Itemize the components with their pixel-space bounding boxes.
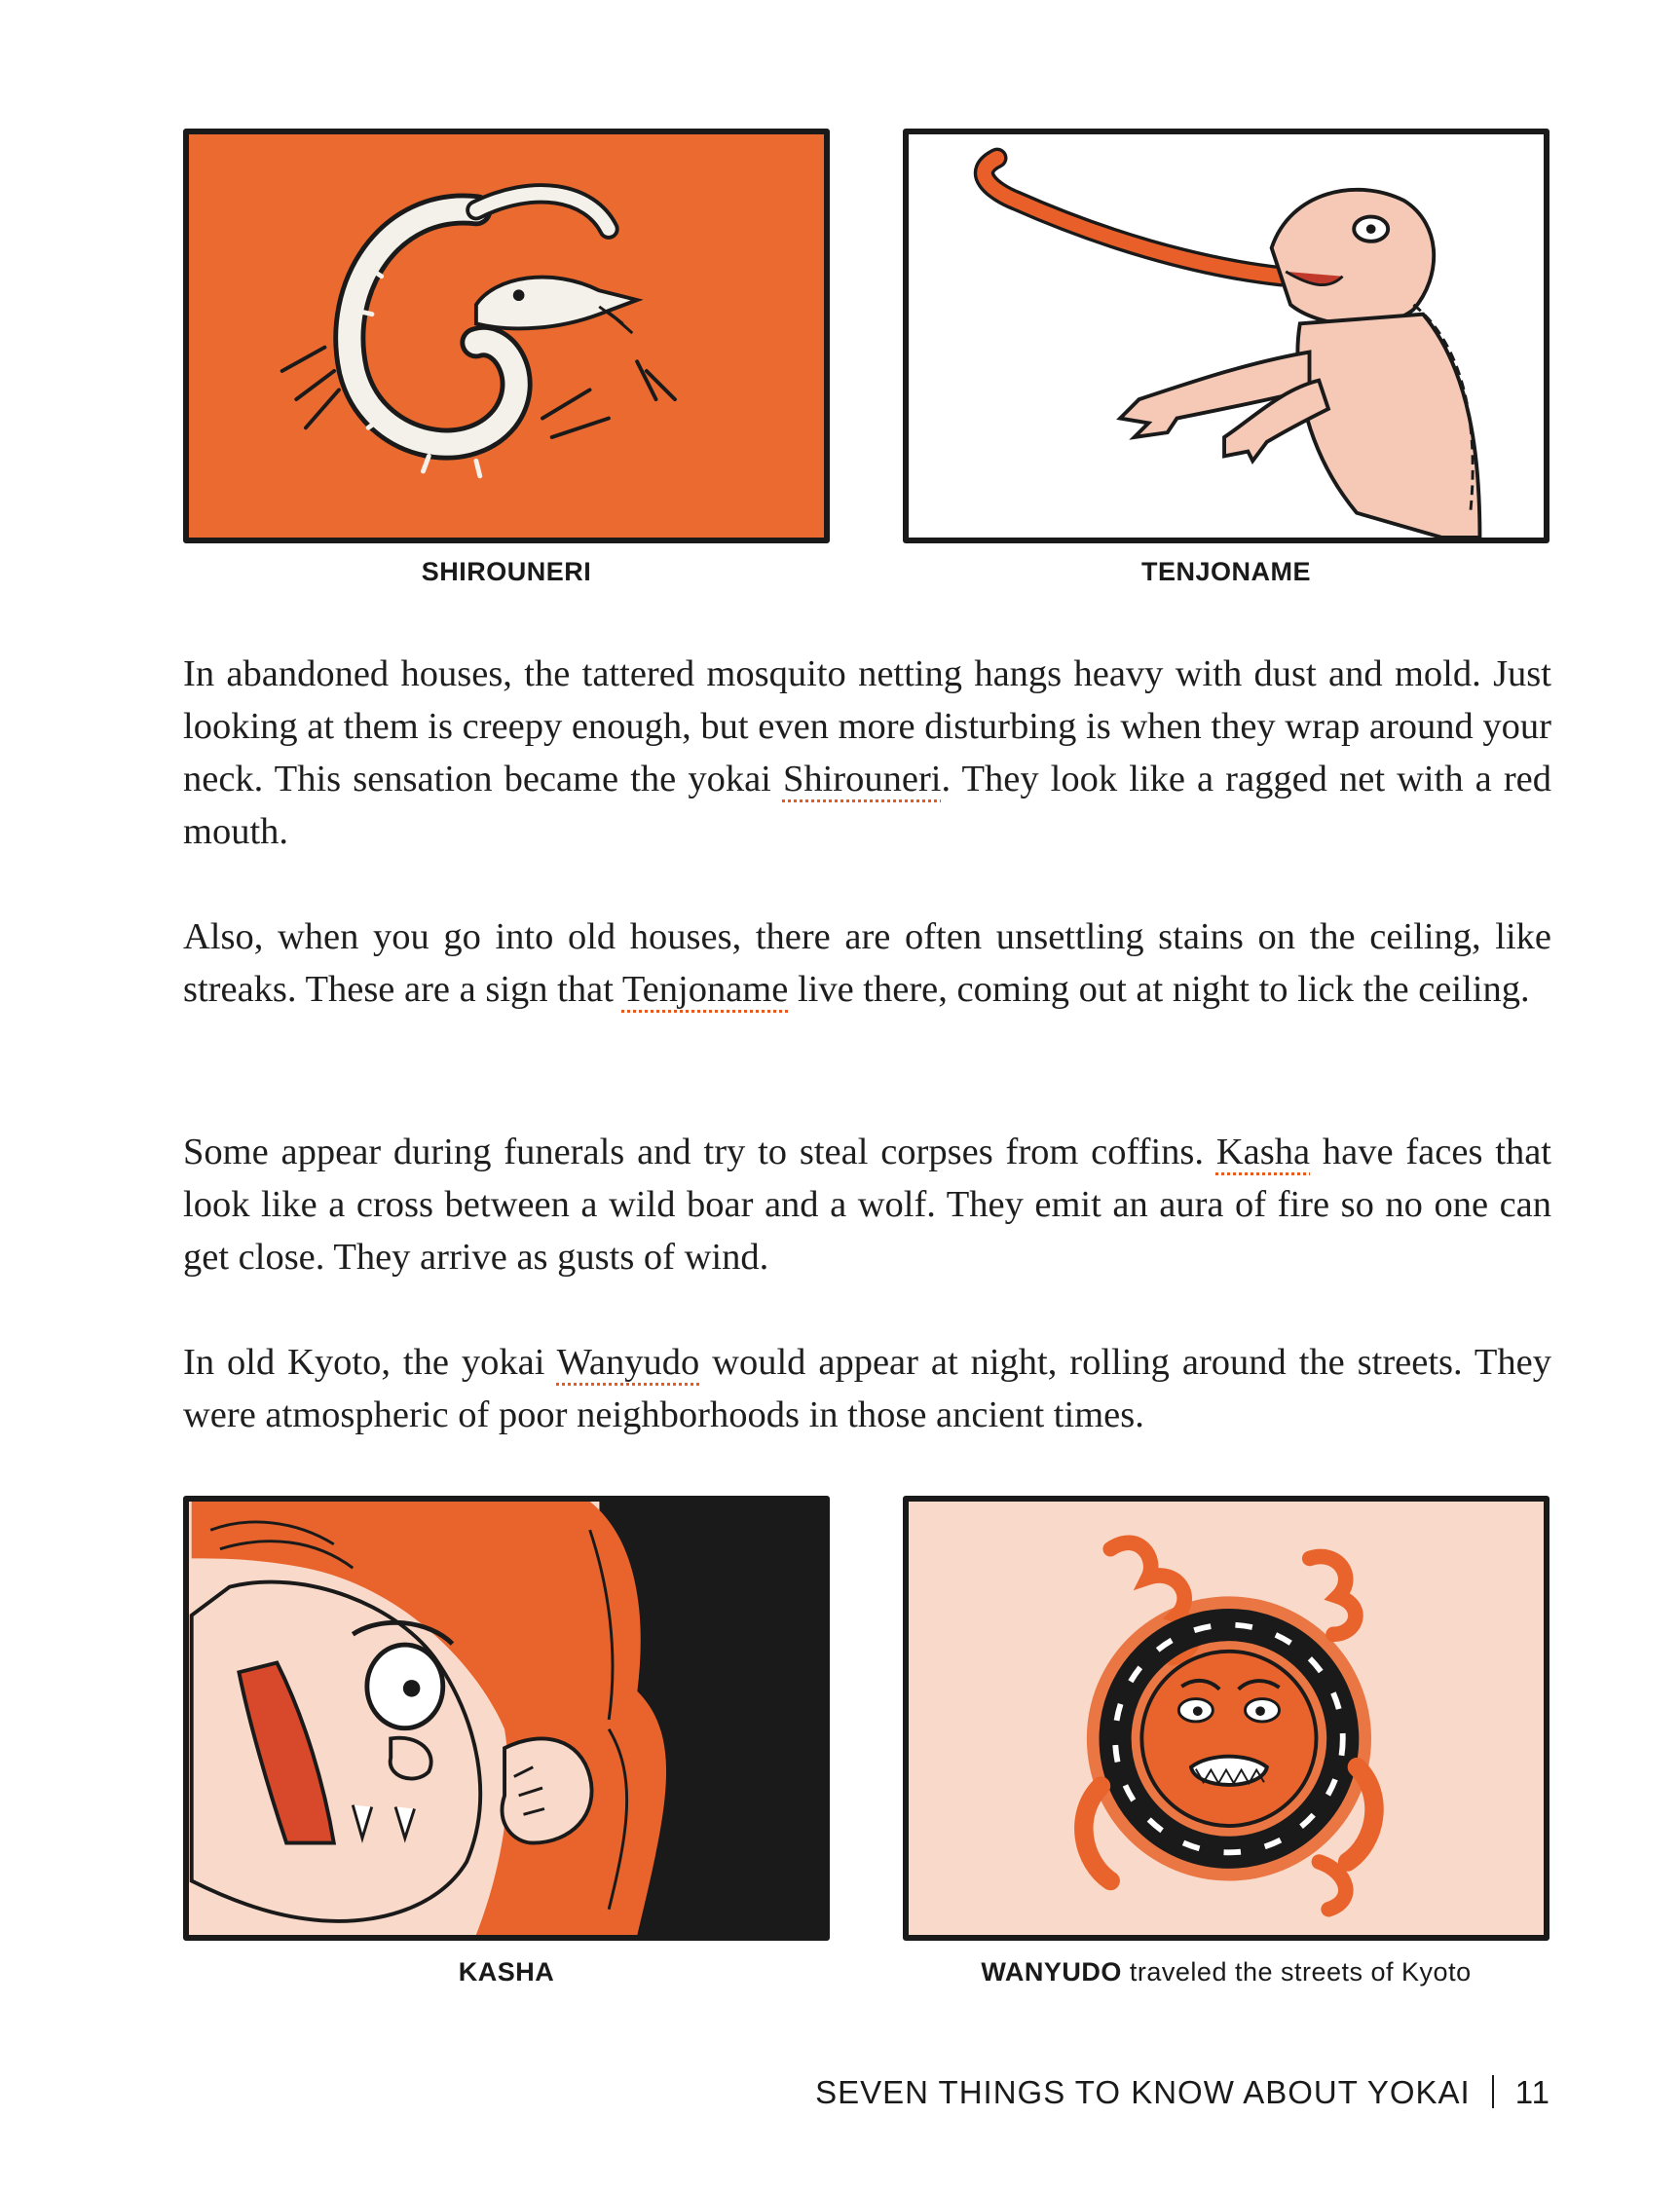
paragraph-text: live there, coming out at night to lick the ceiling. bbox=[788, 969, 1530, 1010]
figure-caption-wanyudo: WANYUDO traveled the streets of Kyoto bbox=[981, 1957, 1472, 1987]
running-title: SEVEN THINGS TO KNOW ABOUT YOKAI bbox=[815, 2074, 1471, 2110]
paragraph-text: Also, when you go into old houses, there are often unsettling stains on the ceiling, like streaks. These are a sign that bbox=[183, 916, 1551, 1010]
glossary-term-kasha[interactable]: Kasha bbox=[1215, 1132, 1311, 1172]
wanyudo-figure bbox=[903, 1496, 1549, 1941]
paragraph-text: have faces that look like a cross between a wild boar and a wolf. They emit an aura of fire so no one can get close. They arrive as gusts of wind. bbox=[183, 1132, 1551, 1278]
glossary-term-shirouneri[interactable]: Shirouneri bbox=[782, 759, 942, 799]
paragraph-text: Some appear during funerals and try to steal corpses from coffins. bbox=[183, 1132, 1216, 1172]
kasha-illustration-icon bbox=[189, 1502, 824, 1935]
page-number: 11 bbox=[1514, 2074, 1550, 2110]
paragraph-wanyudo bbox=[183, 1336, 1551, 1441]
tenjoname-figure bbox=[903, 129, 1549, 543]
footer-divider bbox=[1492, 2075, 1494, 2108]
glossary-term-wanyudo[interactable]: Wanyudo bbox=[556, 1342, 700, 1383]
glossary-term-tenjoname[interactable]: Tenjoname bbox=[621, 969, 789, 1010]
shirouneri-figure bbox=[183, 129, 830, 543]
paragraph-tenjoname bbox=[183, 910, 1551, 1016]
page-footer bbox=[815, 2074, 1550, 2111]
paragraph-text: would appear at night, rolling around the streets. They were atmospheric of poor neighborhoods in those ancient times. bbox=[183, 1342, 1551, 1435]
paragraph-kasha bbox=[183, 1126, 1551, 1283]
shirouneri-illustration-icon bbox=[189, 134, 824, 538]
paragraph-text: . They look like a ragged net with a red mouth. bbox=[183, 759, 1551, 852]
figure-caption-tenjoname: TENJONAME bbox=[1140, 557, 1311, 586]
paragraph-text: In old Kyoto, the yokai bbox=[183, 1342, 557, 1383]
figure-caption-kasha: KASHA bbox=[458, 1957, 555, 1987]
tenjoname-illustration-icon bbox=[909, 134, 1544, 538]
wanyudo-illustration-icon bbox=[909, 1502, 1544, 1935]
paragraph-text: In abandoned houses, the tattered mosquito netting hangs heavy with dust and mold. Just looking at them is creepy enough, but even more disturbing is when they wrap around your neck. This sensation became the yokai bbox=[183, 653, 1551, 799]
figure-caption-shirouneri: SHIROUNERI bbox=[421, 557, 592, 586]
paragraph-shirouneri bbox=[183, 648, 1551, 858]
kasha-figure bbox=[183, 1496, 830, 1941]
